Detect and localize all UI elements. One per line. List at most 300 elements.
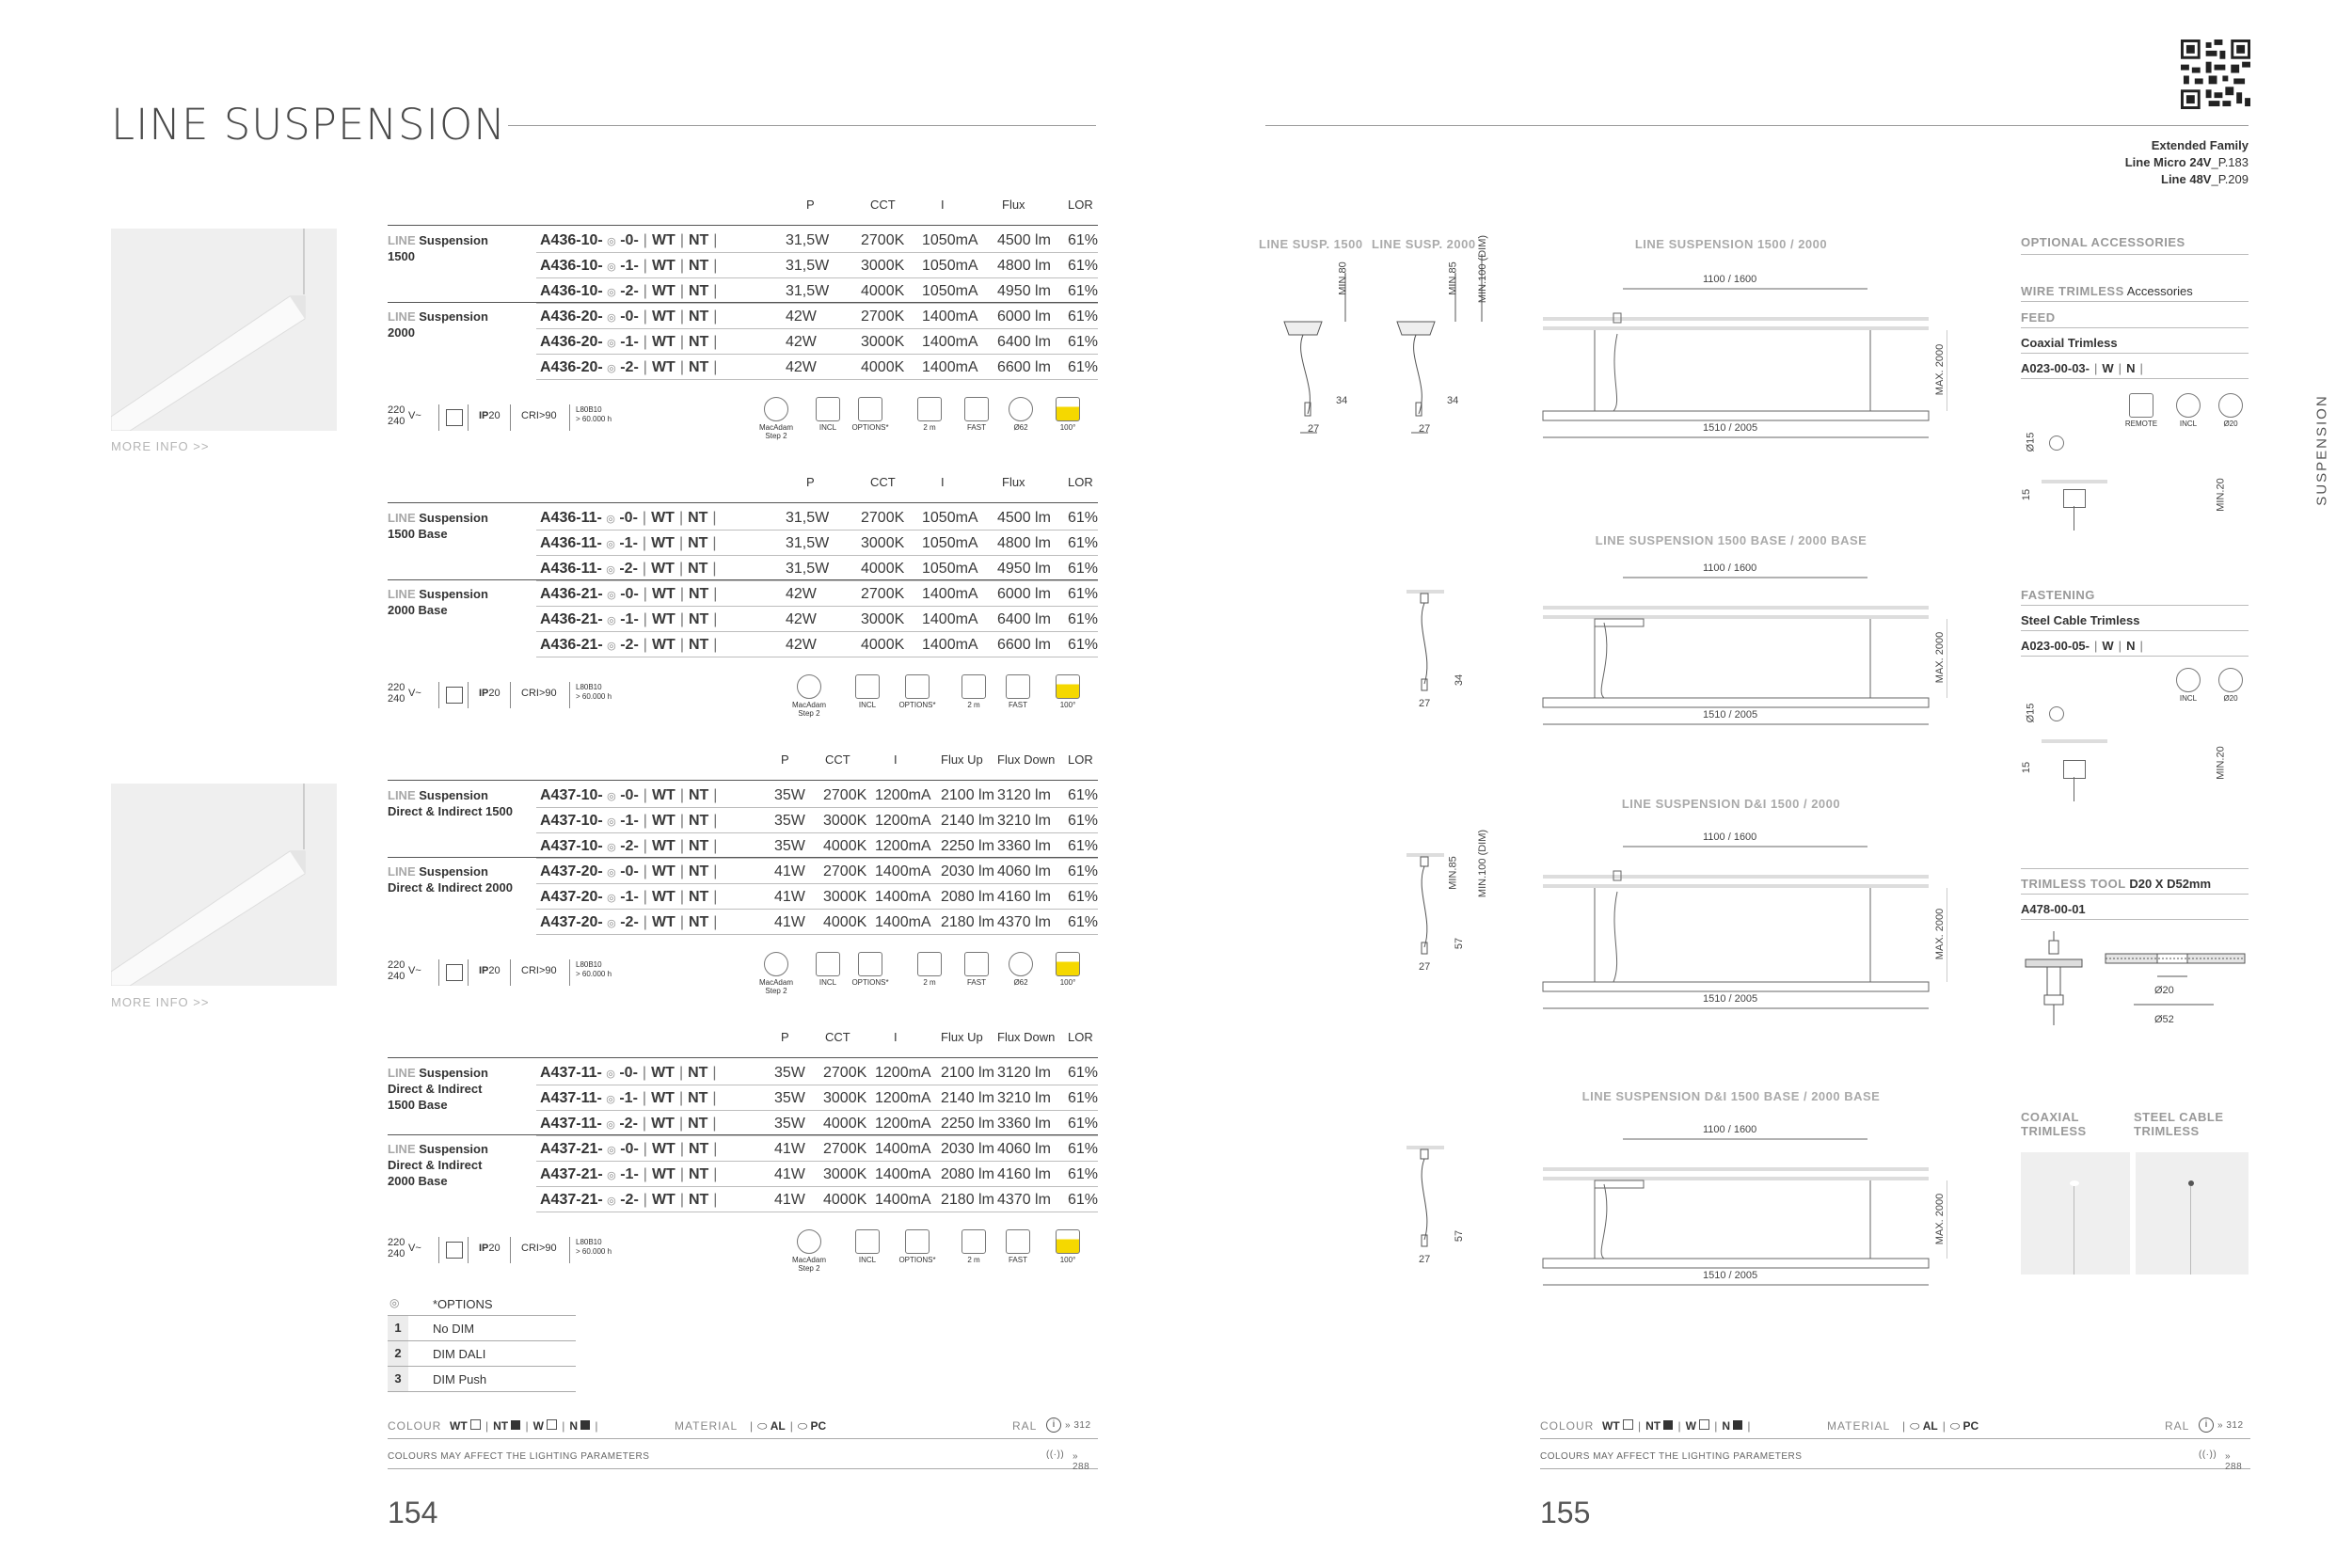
class-ii-icon <box>446 964 463 981</box>
option-number: 1 <box>388 1316 408 1340</box>
table-row[interactable]: A436-20- ◎ -2- | WT | NT | 42W 4000K 1400mA 6600 lm 61% <box>536 354 1098 380</box>
options-icon: ◎ <box>607 287 616 298</box>
product-line: LINE <box>388 233 416 247</box>
ip-label: IP <box>479 410 489 421</box>
options-icon: ◎ <box>607 338 616 349</box>
product-variant: Direct & Indirect 1500 <box>388 804 513 818</box>
option-code: -1- <box>620 334 639 350</box>
spec-divider <box>510 404 511 431</box>
cell-lor: 61% <box>1068 561 1099 577</box>
signal-icon: ((·)) <box>2199 1449 2217 1460</box>
voltage-unit: V~ <box>408 688 421 699</box>
divider <box>2021 605 2249 606</box>
colour-nt: NT <box>688 283 709 299</box>
colour-wt: WT <box>651 637 675 653</box>
cell-p: 42W <box>786 334 817 350</box>
product-name <box>388 232 529 264</box>
cell-p: 31,5W <box>786 283 830 299</box>
colour-wt: WT <box>651 258 675 274</box>
product-name <box>388 863 529 895</box>
ral-page[interactable]: » 312 <box>1065 1420 1091 1431</box>
footer-right: COLOUR WT | NT | W | N | MATERIAL | ⬭ AL | ⬭ PC RAL i » 312 COLOURS MAY AFFECT THE LIGHTING PARAMETERS ((·)) » 288 <box>1540 1416 2250 1472</box>
colour-nt: NT <box>688 813 709 829</box>
dim-top: 1100 / 1600 <box>1703 1124 1757 1135</box>
swatch-black <box>1733 1420 1742 1430</box>
cell-cct: 4000K <box>823 1116 867 1132</box>
small-side-drawing <box>1402 590 1477 721</box>
dim-min80: MIN.80 <box>1337 261 1349 295</box>
title-rule-right <box>1265 125 2249 126</box>
product-line: LINE <box>388 309 416 324</box>
table-row[interactable]: A436-10- ◎ -2- | WT | NT | 31,5W 4000K 1050mA 4950 lm 61% <box>536 277 1098 304</box>
colour-nt: NT <box>688 309 709 325</box>
options-icon: ◎ <box>606 539 615 550</box>
product-variant: 2000 Base <box>388 603 448 617</box>
cell-f1: 2140 lm <box>941 813 994 829</box>
voltage-unit: V~ <box>408 1243 421 1254</box>
cell-p: 35W <box>774 813 805 829</box>
cell-i: 1050mA <box>922 258 978 274</box>
product-variant: 2000 Base <box>388 1174 448 1188</box>
table-row[interactable]: A436-20- ◎ -1- | WT | NT | 42W 3000K 1400mA 6400 lm 61% <box>536 328 1098 355</box>
connector-box <box>2063 760 2086 779</box>
cell-f1: 6600 lm <box>997 359 1051 375</box>
colour-label: COLOUR <box>388 1419 442 1433</box>
option-code: -0- <box>620 232 639 248</box>
table-row[interactable]: A437-10- ◎ -2- | WT | NT | 35W 4000K 1200mA 2250 lm 3360 lm 61% <box>536 832 1098 859</box>
ip-label: IP <box>479 688 489 699</box>
incl-icon: INCL <box>2169 668 2207 703</box>
product-line: LINE <box>388 511 416 525</box>
cell-i: 1200mA <box>875 787 931 803</box>
small-side-drawing <box>1402 1146 1477 1277</box>
colour-wt: WT <box>450 1419 468 1433</box>
cell-lor: 61% <box>1068 813 1099 829</box>
options-title: *OPTIONS <box>433 1297 493 1311</box>
ral-page[interactable]: » 312 <box>2217 1420 2244 1431</box>
colour-nt: NT <box>688 1065 708 1081</box>
dim-27: 27 <box>1308 423 1320 435</box>
table-row[interactable]: A436-11- ◎ -1- | WT | NT | 31,5W 3000K 1050mA 4800 lm 61% <box>536 530 1098 556</box>
cell-lor: 61% <box>1068 838 1099 854</box>
photo2-caption: STEEL CABLE TRIMLESS <box>2134 1110 2224 1138</box>
small-side-drawing <box>1402 853 1477 985</box>
table-row[interactable]: A437-21- ◎ -2- | WT | NT | 41W 4000K 1400mA 2180 lm 4370 lm 61% <box>536 1186 1098 1212</box>
options-icon: ◎ <box>389 1296 400 1309</box>
option-code: -0- <box>620 309 639 325</box>
cell-f1: 2140 lm <box>941 1090 994 1106</box>
table-row[interactable]: A437-21- ◎ -0- | WT | NT | 41W 2700K 1400mA 2030 lm 4060 lm 61% <box>536 1135 1098 1162</box>
dim-max: MAX. 2000 <box>1934 1193 1947 1244</box>
colour-wt: WT <box>651 1090 675 1106</box>
product-name <box>388 1065 529 1113</box>
column-header: CCT <box>870 198 896 212</box>
colour-nt: NT <box>688 889 709 905</box>
product-code: A436-10- <box>540 258 603 274</box>
material-al: AL <box>770 1419 786 1433</box>
cri: CRI>90 <box>521 1243 557 1254</box>
cell-f2: 3210 lm <box>997 813 1051 829</box>
drawing-title: LINE SUSPENSION 1500 / 2000 <box>1634 237 1828 251</box>
info-icon[interactable]: i <box>1046 1418 1061 1433</box>
lifetime: L80B10 > 60.000 h <box>576 683 612 701</box>
linear-drawing <box>1534 820 1947 1046</box>
option-code: -1- <box>620 889 639 905</box>
steel-label: Steel Cable Trimless <box>2021 613 2140 627</box>
cell-f1: 6400 lm <box>997 611 1051 627</box>
option-code: -1- <box>620 1166 639 1182</box>
table-row[interactable]: A437-21- ◎ -1- | WT | NT | 41W 3000K 1400mA 2080 lm 4160 lm 61% <box>536 1161 1098 1187</box>
table-row[interactable]: A436-21- ◎ -1- | WT | NT | 42W 3000K 1400mA 6400 lm 61% <box>536 606 1098 632</box>
dim-drop: 34 <box>1454 673 1466 687</box>
cell-lor: 61% <box>1068 1141 1099 1157</box>
cell-lor: 61% <box>1068 232 1099 248</box>
cell-f2: 4060 lm <box>997 863 1051 879</box>
divider <box>2021 378 2249 379</box>
material-label: MATERIAL <box>1827 1419 1891 1433</box>
side-label <box>2312 386 2331 517</box>
table-row[interactable]: A437-11- ◎ -1- | WT | NT | 35W 3000K 1200mA 2140 lm 3210 lm 61% <box>536 1085 1098 1111</box>
cell-f2: 4160 lm <box>997 1166 1051 1182</box>
options-icon: ◎ <box>607 816 616 828</box>
cell-lor: 61% <box>1068 334 1099 350</box>
column-header: Flux Down <box>997 1030 1056 1044</box>
cell-p: 41W <box>774 1192 805 1208</box>
cell-cct: 3000K <box>861 535 905 551</box>
colour-wt: WT <box>651 787 675 803</box>
diameter-icon: Ø20 <box>2212 668 2249 703</box>
product-line: LINE <box>388 1066 416 1080</box>
cell-lor: 61% <box>1068 1192 1099 1208</box>
cell-p: 41W <box>774 863 805 879</box>
wire-label-b: Accessories <box>2126 284 2193 298</box>
option-code: -2- <box>620 359 639 375</box>
product-code: A436-21- <box>540 637 603 653</box>
polycarbonate-icon: ⬭ <box>1949 1419 1961 1433</box>
lifetime: L80B10 > 60.000 h <box>576 405 612 423</box>
qr-code-icon[interactable] <box>2181 40 2250 109</box>
column-header: P <box>806 198 815 212</box>
spec-row <box>388 959 632 988</box>
colour-wt: WT <box>651 561 675 577</box>
colour-w: W <box>2102 361 2114 375</box>
cell-f1: 2180 lm <box>941 1192 994 1208</box>
spec-divider <box>569 682 570 708</box>
product-type: Suspension <box>419 233 488 247</box>
extended-item-name[interactable]: Line Micro 24V <box>2124 155 2212 169</box>
product-type: Suspension <box>419 1066 488 1080</box>
cell-cct: 2700K <box>823 863 867 879</box>
colour-nt: NT <box>688 838 709 854</box>
divider <box>2021 301 2249 302</box>
column-header: Flux Down <box>997 752 1056 767</box>
incl-icon: INCL <box>2169 393 2207 428</box>
coaxial-photo <box>2021 1152 2130 1275</box>
cell-lor: 61% <box>1068 1166 1099 1182</box>
colour-wt: WT <box>651 232 675 248</box>
table-row[interactable]: A436-20- ◎ -0- | WT | NT | 42W 2700K 1400mA 6000 lm 61% <box>536 303 1098 329</box>
extended-item-page[interactable]: _P.183 <box>2211 155 2249 169</box>
lifetime: L80B10 > 60.000 h <box>576 1238 612 1256</box>
table-row[interactable]: A437-20- ◎ -1- | WT | NT | 41W 3000K 1400mA 2080 lm 4160 lm 61% <box>536 883 1098 910</box>
cell-cct: 2700K <box>823 1141 867 1157</box>
options-icon: ◎ <box>607 363 616 374</box>
colour-wt: WT <box>651 334 675 350</box>
colour-nt: NT <box>688 1090 708 1106</box>
option-row <box>388 1367 576 1392</box>
ceiling-bar <box>2042 739 2107 743</box>
colour-wt: WT <box>651 838 675 854</box>
cell-cct: 4000K <box>861 561 905 577</box>
cell-cct: 3000K <box>861 334 905 350</box>
cell-p: 42W <box>786 309 817 325</box>
table-header-rule <box>388 780 1098 781</box>
cell-i: 1400mA <box>922 637 978 653</box>
cell-lor: 61% <box>1068 889 1099 905</box>
note-page[interactable]: » 288 <box>1073 1451 1090 1472</box>
dim-15: 15 <box>2021 488 2033 501</box>
option-code: -0- <box>619 1065 638 1081</box>
column-header: Flux Up <box>941 752 983 767</box>
linear-drawing <box>1534 261 1947 486</box>
product-code: A436-20- <box>540 309 603 325</box>
cell-p: 31,5W <box>786 232 830 248</box>
cell-i: 1050mA <box>922 232 978 248</box>
dim-34: 34 <box>1336 395 1348 406</box>
product-line: LINE <box>388 788 416 802</box>
drawing-title: LINE SUSPENSION D&I 1500 / 2000 <box>1621 797 1841 811</box>
table-row[interactable]: A437-20- ◎ -2- | WT | NT | 41W 4000K 1400mA 2180 lm 4370 lm 61% <box>536 909 1098 935</box>
note-page[interactable]: » 288 <box>2225 1451 2243 1472</box>
colour-wt: WT <box>651 914 675 930</box>
option-code: -0- <box>620 863 639 879</box>
options-icon: ◎ <box>606 564 615 576</box>
cell-lor: 61% <box>1068 914 1099 930</box>
table-row[interactable]: A437-11- ◎ -0- | WT | NT | 35W 2700K 1200mA 2100 lm 3120 lm 61% <box>536 1059 1098 1085</box>
product-type: Suspension <box>419 788 488 802</box>
options-icon: ◎ <box>607 312 616 324</box>
tool-code: A478-00-01 <box>2021 902 2086 916</box>
divider <box>2021 919 2249 920</box>
colour-nt: NT <box>688 914 709 930</box>
options-signal-icon: OPTIONS* <box>851 397 889 432</box>
extended-item-page[interactable]: _P.209 <box>2211 172 2249 186</box>
cell-i: 1400mA <box>875 863 931 879</box>
options-icon: ◎ <box>607 842 616 853</box>
colour-wt: WT <box>651 535 675 551</box>
feed-label: FEED <box>2021 310 2056 325</box>
product-variant: Direct & Indirect <box>388 1082 483 1096</box>
divider <box>2021 656 2249 657</box>
product-code: A437-11- <box>540 1065 602 1081</box>
column-header: LOR <box>1068 752 1093 767</box>
more-info-link[interactable]: MORE INFO >> <box>111 995 210 1009</box>
product-variant: 1500 Base <box>388 1098 448 1112</box>
colour-wt: WT <box>1602 1419 1620 1433</box>
cell-f1: 2180 lm <box>941 914 994 930</box>
table-row[interactable]: A436-10- ◎ -1- | WT | NT | 31,5W 3000K 1050mA 4800 lm 61% <box>536 252 1098 278</box>
cell-cct: 3000K <box>861 611 905 627</box>
fast-connector-icon: FAST <box>958 952 995 987</box>
colour-label: COLOUR <box>1540 1419 1595 1433</box>
colour-wt: WT <box>651 813 675 829</box>
diameter-icon: Ø20 <box>2212 393 2249 428</box>
ip-label: IP <box>479 1243 489 1254</box>
trimless-tool-drawing <box>2021 931 2249 1035</box>
option-code: -1- <box>619 1090 638 1106</box>
divider <box>2021 254 2249 255</box>
coaxial-label: Coaxial Trimless <box>2021 336 2118 350</box>
dim-o15: Ø15 <box>2025 432 2037 452</box>
table-row[interactable]: A436-21- ◎ -0- | WT | NT | 42W 2700K 1400mA 6000 lm 61% <box>536 580 1098 607</box>
option-code: -1- <box>620 611 639 627</box>
cell-i: 1050mA <box>922 535 978 551</box>
swatch-white <box>547 1419 557 1430</box>
column-header: LOR <box>1068 475 1093 489</box>
cell-f1: 4800 lm <box>997 535 1051 551</box>
linear-drawing <box>1534 1113 1947 1338</box>
cell-p: 35W <box>774 1065 805 1081</box>
colour-wt: WT <box>651 1065 675 1081</box>
extended-item-name[interactable]: Line 48V <box>2161 172 2212 186</box>
footer-left: COLOUR WT | NT | W | N | MATERIAL | ⬭ AL | ⬭ PC RAL i » 312 COLOURS MAY AFFECT THE LIGHTING PARAMETERS ((·)) » 288 <box>388 1416 1098 1472</box>
cell-i: 1400mA <box>922 334 978 350</box>
product-code: A436-10- <box>540 283 603 299</box>
dim-drop: 57 <box>1454 937 1466 950</box>
colour-nt: NT <box>688 611 709 627</box>
product-variant: 1500 Base <box>388 527 448 541</box>
table-row[interactable]: A437-10- ◎ -0- | WT | NT | 35W 2700K 1200mA 2100 lm 3120 lm 61% <box>536 782 1098 808</box>
extended-heading: Extended Family <box>2151 138 2249 152</box>
cell-f1: 4500 lm <box>997 510 1051 526</box>
dim-top: 1100 / 1600 <box>1703 274 1757 285</box>
column-header: CCT <box>825 1030 850 1044</box>
cell-p: 31,5W <box>786 510 830 526</box>
product-code: A437-10- <box>540 787 603 803</box>
steel-cable-photo <box>2136 1152 2249 1275</box>
options-icon: ◎ <box>607 615 616 626</box>
more-info-link[interactable]: MORE INFO >> <box>111 439 210 453</box>
aluminium-icon: ⬭ <box>1910 1419 1920 1433</box>
dim-bottom: 1510 / 2005 <box>1703 993 1758 1005</box>
option-code: -2- <box>619 1116 638 1132</box>
cell-lor: 61% <box>1068 283 1099 299</box>
extended-family <box>2125 137 2249 188</box>
colour-nt: NT <box>688 232 709 248</box>
product-line: LINE <box>388 1142 416 1156</box>
spec-divider <box>510 682 511 708</box>
fastening-label: FASTENING <box>2021 588 2095 602</box>
options-icon: ◎ <box>607 1145 616 1156</box>
spec-divider <box>569 404 570 431</box>
cell-f1: 4500 lm <box>997 232 1051 248</box>
spec-divider <box>569 959 570 986</box>
dim-min20: MIN.20 <box>2215 746 2227 780</box>
product-variant: Direct & Indirect 2000 <box>388 880 513 895</box>
cell-lor: 61% <box>1068 359 1099 375</box>
cell-i: 1400mA <box>922 611 978 627</box>
column-header: CCT <box>870 475 896 489</box>
option-text: No DIM <box>433 1322 475 1336</box>
product-name <box>388 510 529 542</box>
option-code: -0- <box>620 586 639 602</box>
cell-i: 1200mA <box>875 1090 931 1106</box>
cell-cct: 4000K <box>823 914 867 930</box>
divider <box>2021 327 2249 328</box>
dim-27: 27 <box>1419 961 1431 973</box>
table-row[interactable]: A437-11- ◎ -2- | WT | NT | 35W 4000K 1200mA 2250 lm 3360 lm 61% <box>536 1110 1098 1136</box>
dim-max: MAX. 2000 <box>1934 631 1947 684</box>
tool-size: D20 X D52mm <box>2129 877 2212 891</box>
option-code: -1- <box>619 535 638 551</box>
dim-o20: Ø20 <box>2154 985 2174 996</box>
dim-top: 1100 / 1600 <box>1703 562 1757 574</box>
option-code: -2- <box>620 914 639 930</box>
option-row <box>388 1316 576 1341</box>
colour-wt: WT <box>651 283 675 299</box>
table-row[interactable]: A436-11- ◎ -2- | WT | NT | 31,5W 4000K 1050mA 4950 lm 61% <box>536 555 1098 581</box>
cell-f2: 3360 lm <box>997 1116 1051 1132</box>
product-image <box>111 784 337 986</box>
colour-nt: NT <box>688 258 709 274</box>
swatch-white <box>1699 1419 1709 1430</box>
cell-i: 1400mA <box>875 1192 931 1208</box>
driver-incl-icon: INCL <box>809 952 847 987</box>
colour-nt: NT <box>688 359 709 375</box>
dim-drop: 57 <box>1454 1229 1466 1243</box>
product-type: Suspension <box>419 587 488 601</box>
product-code: A437-21- <box>540 1141 603 1157</box>
cell-i: 1200mA <box>875 813 931 829</box>
material-label: MATERIAL <box>675 1419 739 1433</box>
product-code: A436-11- <box>540 510 602 526</box>
material-pc: PC <box>810 1419 827 1433</box>
ip-value: 20 <box>488 410 501 421</box>
cell-p: 42W <box>786 611 817 627</box>
ip-label: IP <box>479 965 489 976</box>
table-row[interactable]: A436-10- ◎ -0- | WT | NT | 31,5W 2700K 1050mA 4500 lm 61% <box>536 227 1098 253</box>
table-row[interactable]: A436-11- ◎ -0- | WT | NT | 31,5W 2700K 1050mA 4500 lm 61% <box>536 504 1098 531</box>
colour-nt: NT <box>688 561 708 577</box>
cell-lor: 61% <box>1068 586 1099 602</box>
option-text: DIM Push <box>433 1372 487 1386</box>
driver-incl-icon: INCL <box>809 397 847 432</box>
cell-lor: 61% <box>1068 1090 1099 1106</box>
polycarbonate-icon: ⬭ <box>797 1419 808 1433</box>
options-icon: ◎ <box>607 236 616 247</box>
cell-cct: 4000K <box>823 1192 867 1208</box>
cell-p: 41W <box>774 889 805 905</box>
voltage: 220 240 <box>388 1237 405 1259</box>
dim-o52: Ø52 <box>2154 1014 2174 1025</box>
accessories-title: OPTIONAL ACCESSORIES <box>2021 235 2185 249</box>
cell-p: 41W <box>774 1166 805 1182</box>
fast-connector-icon: FAST <box>958 397 995 432</box>
colour-nt: NT <box>688 535 708 551</box>
cell-f1: 2030 lm <box>941 863 994 879</box>
product-variant: Direct & Indirect <box>388 1158 483 1172</box>
product-type: Suspension <box>419 511 488 525</box>
cable-icon: 2 m <box>955 674 993 709</box>
info-icon[interactable]: i <box>2199 1418 2214 1433</box>
table-row[interactable]: A437-10- ◎ -1- | WT | NT | 35W 3000K 1200mA 2140 lm 3210 lm 61% <box>536 807 1098 833</box>
table-row[interactable]: A437-20- ◎ -0- | WT | NT | 41W 2700K 1400mA 2030 lm 4060 lm 61% <box>536 858 1098 884</box>
beam-angle-icon: 100° <box>1049 1229 1087 1264</box>
table-row[interactable]: A436-21- ◎ -2- | WT | NT | 42W 4000K 1400mA 6600 lm 61% <box>536 631 1098 657</box>
colour-w: W <box>2102 639 2114 653</box>
column-header: Flux Up <box>941 1030 983 1044</box>
dim-min100: MIN.100 (DIM) <box>1477 829 1489 898</box>
